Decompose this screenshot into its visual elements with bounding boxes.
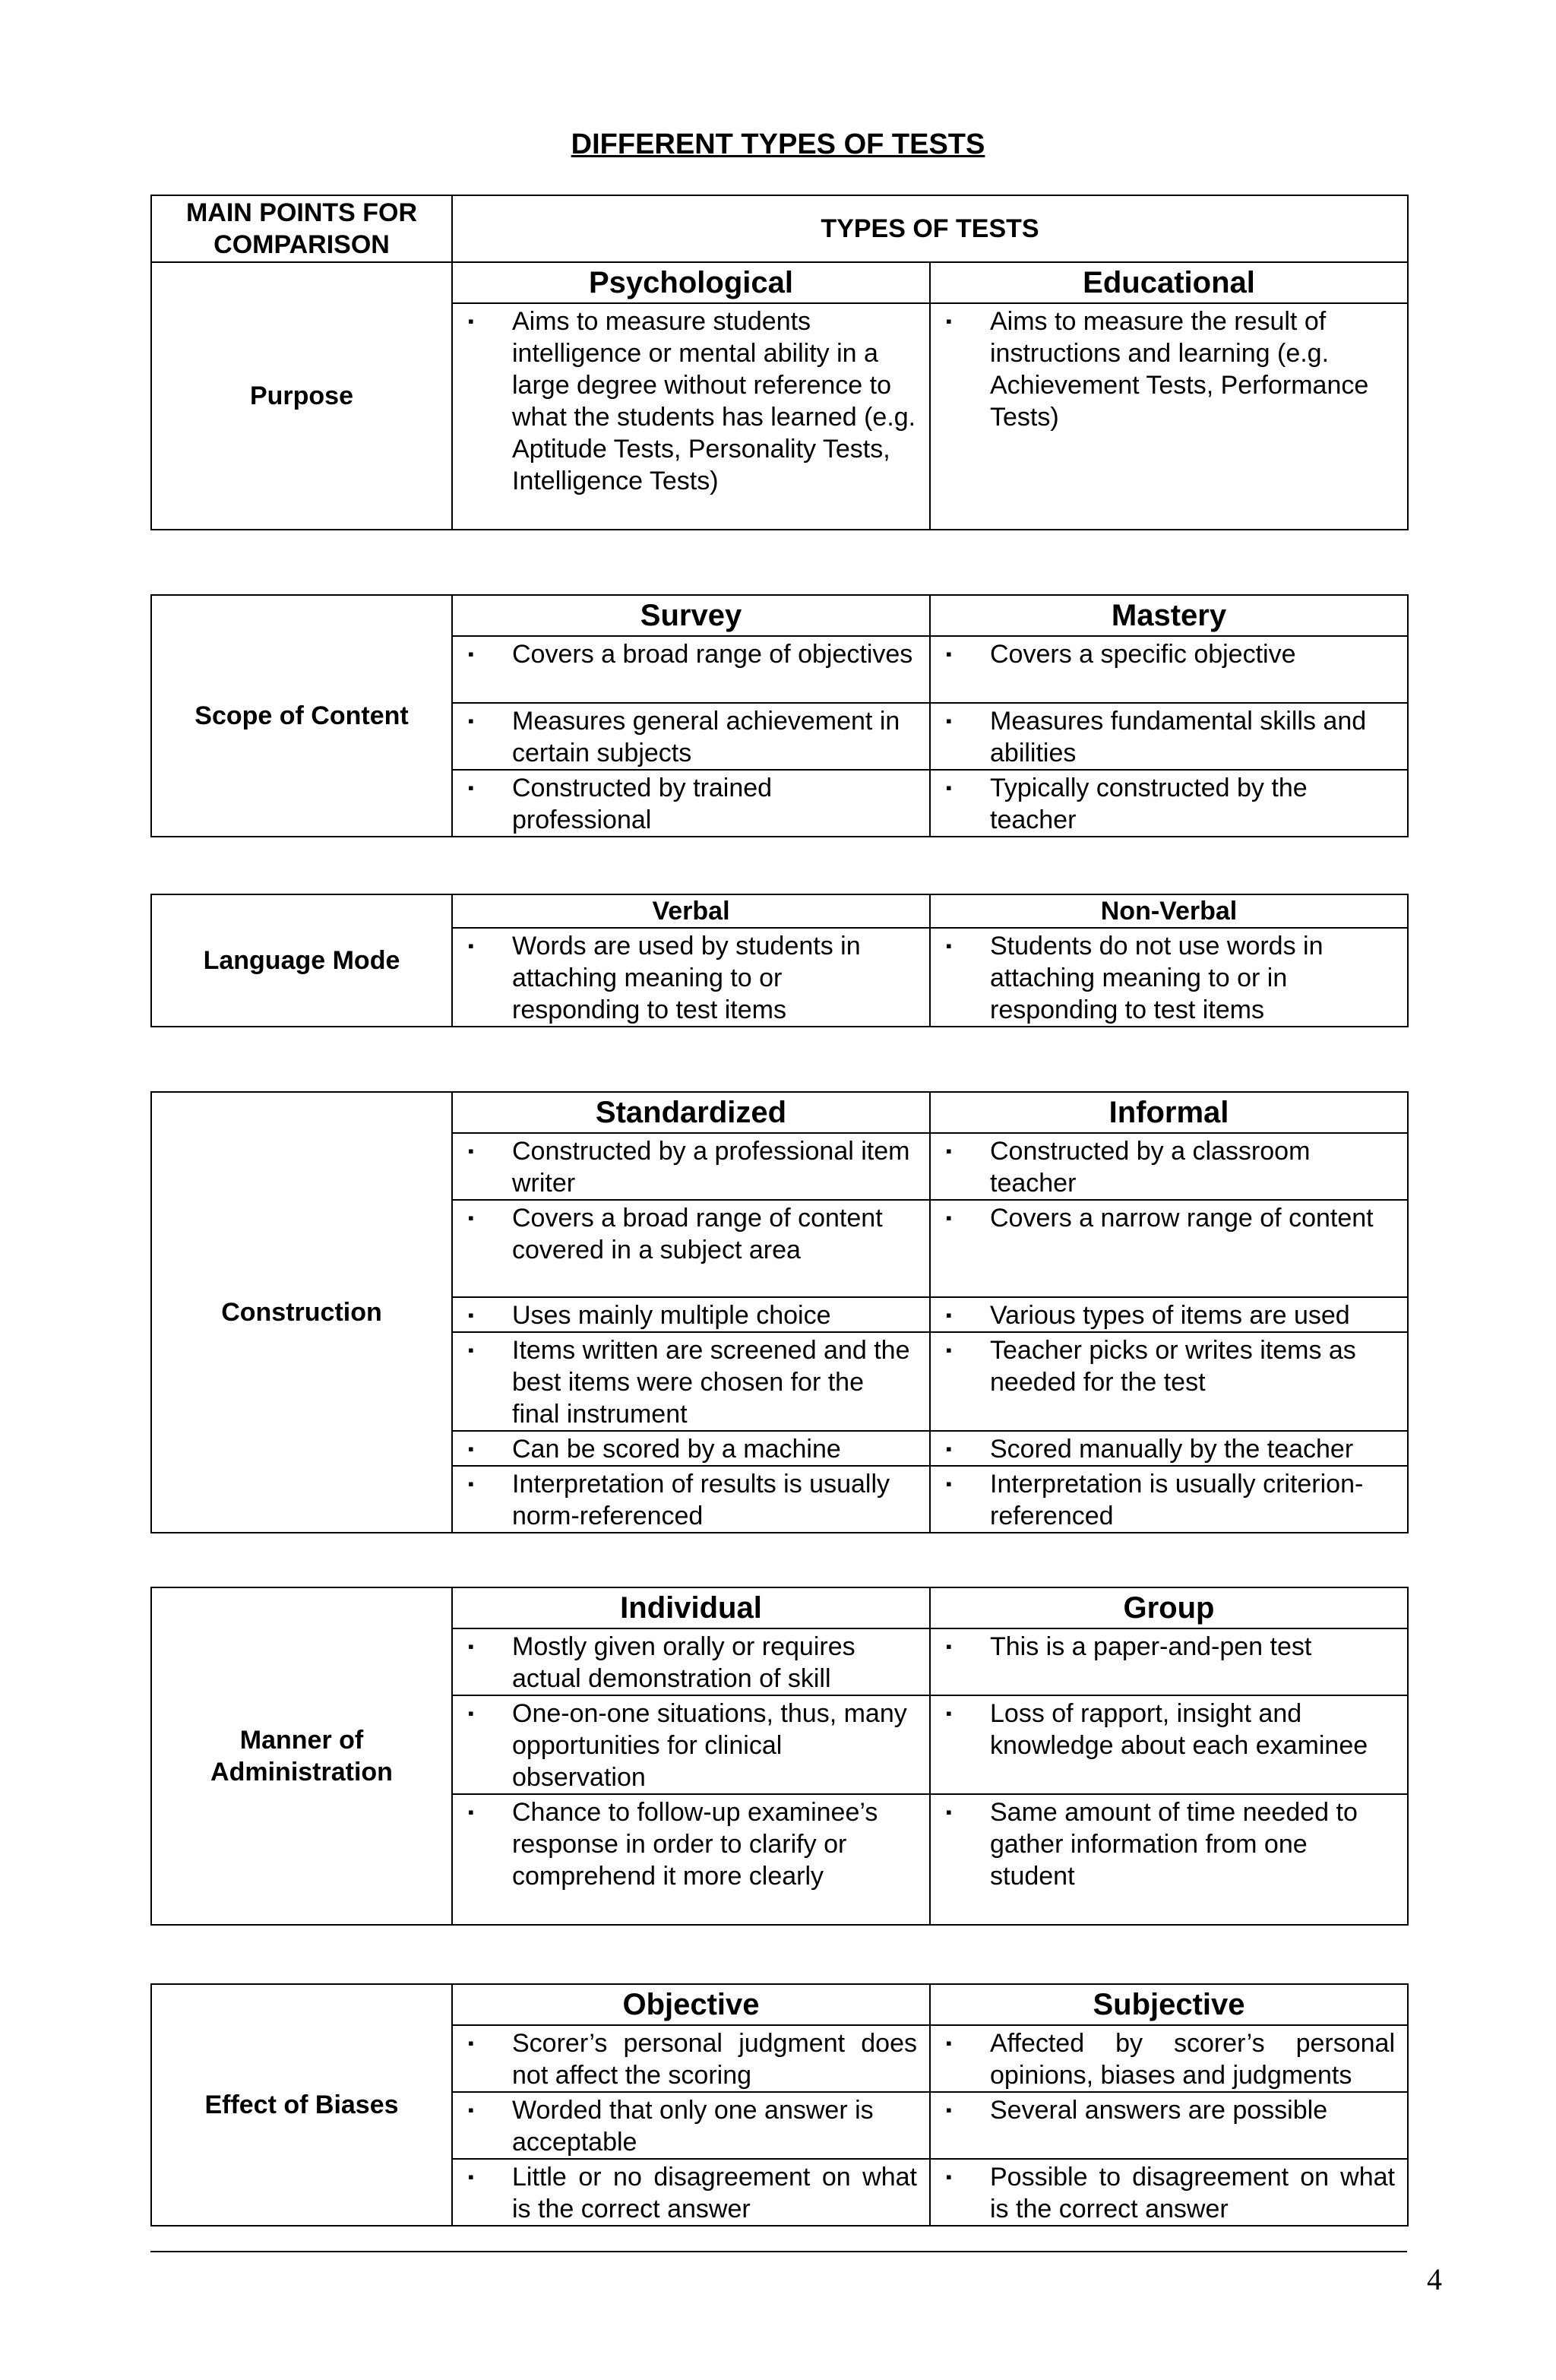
bullet-icon: ▪ (468, 1141, 474, 1160)
bullet-icon: ▪ (946, 936, 952, 955)
header-types-of-tests: TYPES OF TESTS (452, 195, 1408, 262)
list-item: ▪ Words are used by students in attaching meaning to or responding to test items (468, 932, 861, 1024)
column-heading: Standardized (452, 1092, 930, 1133)
list-item: ▪ Affected by scorer’s personal opinions, biases and judgments (946, 2029, 1395, 2090)
bullet-icon: ▪ (468, 711, 474, 730)
page-number: 4 (1427, 2262, 1442, 2296)
bullet-icon: ▪ (468, 936, 474, 955)
list-item: ▪ Worded that only one answer is acceptable (468, 2096, 874, 2157)
list-item: ▪ Constructed by a professional item writer (468, 1137, 910, 1198)
bullet-icon: ▪ (946, 644, 952, 663)
purpose-table (150, 195, 1409, 530)
list-item: ▪ Chance to follow-up examinee’s response in order to clarify or comprehend it more clearly (468, 1798, 878, 1891)
bullet-icon: ▪ (946, 1637, 952, 1656)
column-heading: Psychological (452, 262, 930, 303)
list-item: ▪ Measures fundamental skills and abilities (946, 707, 1367, 767)
list-item: ▪ Typically constructed by the teacher (946, 774, 1308, 834)
list-item: ▪ Covers a broad range of objectives (468, 640, 913, 669)
header-main-points: MAIN POINTS FOR COMPARISON (151, 195, 452, 262)
list-item: ▪ Possible to disagreement on what is the correct answer (946, 2163, 1395, 2223)
bullet-icon: ▪ (468, 1802, 474, 1821)
bullet-icon: ▪ (946, 2033, 952, 2052)
list-item: ▪ Interpretation is usually criterion-referenced (946, 1470, 1364, 1530)
column-heading: Subjective (930, 1984, 1408, 2025)
list-item: ▪ Covers a broad range of content covered in a subject area (468, 1204, 883, 1264)
column-heading: Survey (452, 595, 930, 636)
list-item: ▪ Mostly given orally or requires actual demonstration of skill (468, 1632, 855, 1693)
list-item: ▪ Several answers are possible (946, 2096, 1328, 2125)
column-heading: Informal (930, 1092, 1408, 1133)
section-label: Language Mode (151, 894, 452, 1027)
bullet-icon: ▪ (946, 1340, 952, 1359)
list-item: ▪ Covers a narrow range of content (946, 1204, 1374, 1233)
column-heading: Individual (452, 1587, 930, 1628)
list-item: ▪ This is a paper-and-pen test (946, 1632, 1312, 1661)
column-heading: Mastery (930, 595, 1408, 636)
bullet-icon: ▪ (468, 644, 474, 663)
bullet-icon: ▪ (946, 1439, 952, 1458)
column-heading: Group (930, 1587, 1408, 1628)
effect-of-biases-table (150, 1983, 1409, 2227)
list-item: ▪ Can be scored by a machine (468, 1435, 841, 1464)
section-label: Effect of Biases (151, 1984, 452, 2226)
list-item: ▪ Loss of rapport, insight and knowledge about each examinee (946, 1699, 1368, 1760)
scope-of-content-table (150, 594, 1409, 837)
bullet-icon: ▪ (946, 1704, 952, 1723)
bullet-icon: ▪ (946, 1306, 952, 1325)
section-label: Purpose (151, 262, 452, 530)
section-label: Manner of Administration (151, 1587, 452, 1925)
list-item: ▪ Constructed by a classroom teacher (946, 1137, 1311, 1198)
column-heading: Objective (452, 1984, 930, 2025)
list-item: ▪ Aims to measure students intelligence or mental ability in a large degree without reference to what the students has learned (e.g. Aptitude Tests, Personality Tests, Intelligence Tests) (468, 307, 916, 495)
column-heading: Verbal (452, 894, 930, 928)
list-item: ▪ Scored manually by the teacher (946, 1435, 1354, 1464)
section-label: Scope of Content (151, 595, 452, 837)
bullet-icon: ▪ (468, 1474, 474, 1493)
manner-of-administration-table (150, 1587, 1409, 1926)
bullet-icon: ▪ (946, 1141, 952, 1160)
bullet-icon: ▪ (468, 1208, 474, 1227)
bullet-icon: ▪ (946, 1474, 952, 1493)
bullet-icon: ▪ (468, 1439, 474, 1458)
bullet-icon: ▪ (946, 778, 952, 797)
list-item: ▪ Interpretation of results is usually norm-referenced (468, 1470, 890, 1530)
bullet-icon: ▪ (468, 1637, 474, 1656)
list-item: ▪ Teacher picks or writes items as needed for the test (946, 1336, 1356, 1397)
list-item: ▪ Covers a specific objective (946, 640, 1296, 669)
footer-rule (150, 2251, 1407, 2252)
bullet-icon: ▪ (468, 2167, 474, 2186)
construction-table (150, 1091, 1409, 1533)
list-item: ▪ Various types of items are used (946, 1301, 1350, 1330)
bullet-icon: ▪ (946, 711, 952, 730)
section-label: Construction (151, 1092, 452, 1533)
bullet-icon: ▪ (946, 2167, 952, 2186)
list-item: ▪ One-on-one situations, thus, many opportunities for clinical observation (468, 1699, 907, 1792)
column-heading: Non-Verbal (930, 894, 1408, 928)
list-item: ▪ Little or no disagreement on what is the correct answer (468, 2163, 917, 2223)
bullet-icon: ▪ (468, 1704, 474, 1723)
list-item: ▪ Students do not use words in attaching meaning to or in responding to test items (946, 932, 1324, 1024)
bullet-icon: ▪ (946, 1802, 952, 1821)
column-heading: Educational (930, 262, 1408, 303)
list-item: ▪ Constructed by trained professional (468, 774, 773, 834)
page-title: DIFFERENT TYPES OF TESTS (571, 128, 985, 160)
bullet-icon: ▪ (946, 2100, 952, 2119)
list-item: ▪ Same amount of time needed to gather information from one student (946, 1798, 1358, 1891)
list-item: ▪ Uses mainly multiple choice (468, 1301, 831, 1330)
bullet-icon: ▪ (468, 1306, 474, 1325)
list-item: ▪ Scorer’s personal judgment does not affect the scoring (468, 2029, 917, 2090)
bullet-icon: ▪ (946, 312, 952, 331)
list-item: ▪ Aims to measure the result of instructions and learning (e.g. Achievement Tests, Performance Tests) (946, 307, 1369, 432)
list-item: ▪ Items written are screened and the best items were chosen for the final instrument (468, 1336, 910, 1429)
bullet-icon: ▪ (468, 2033, 474, 2052)
language-mode-table (150, 894, 1409, 1027)
bullet-icon: ▪ (946, 1208, 952, 1227)
list-item: ▪ Measures general achievement in certain subjects (468, 707, 900, 767)
bullet-icon: ▪ (468, 1340, 474, 1359)
bullet-icon: ▪ (468, 2100, 474, 2119)
bullet-icon: ▪ (468, 778, 474, 797)
bullet-icon: ▪ (468, 312, 474, 331)
